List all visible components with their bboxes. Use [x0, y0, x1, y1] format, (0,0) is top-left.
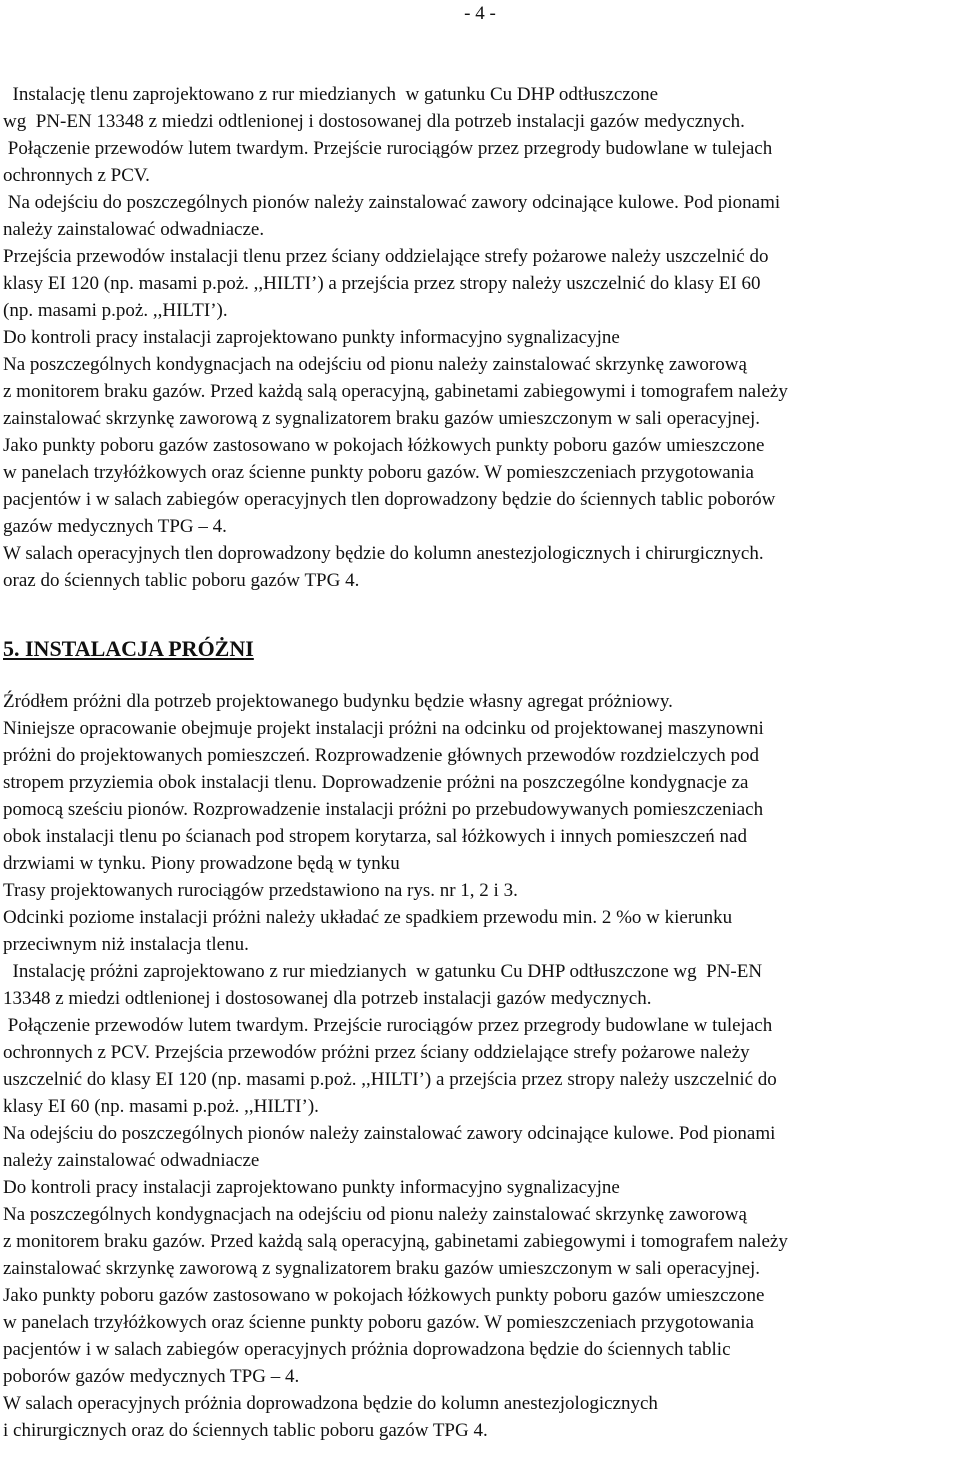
text-line: poborów gazów medycznych TPG – 4.	[3, 1366, 300, 1387]
text-line: Źródłem próżni dla potrzeb projektowanego budynku będzie własny agregat próżniowy.	[3, 691, 673, 712]
text-line: stropem przyziemia obok instalacji tlenu. Doprowadzenie próżni na poszczególne kondygnacje za	[3, 772, 749, 793]
text-line: w panelach trzyłóżkowych oraz ścienne punkty poboru gazów. W pomieszczeniach przygotowania	[3, 462, 754, 483]
text-line: Połączenie przewodów lutem twardym. Przejście rurociągów przez przegrody budowlane w tulejach	[3, 1015, 773, 1036]
text-line: Instalację tlenu zaprojektowano z rur miedzianych w gatunku Cu DHP odtłuszczone	[3, 84, 659, 105]
text-line: Na poszczególnych kondygnacjach na odejściu od pionu należy zainstalować skrzynkę zaworową	[3, 1204, 747, 1225]
text-line: Na odejściu do poszczególnych pionów należy zainstalować zawory odcinające kulowe. Pod pionami	[3, 192, 781, 213]
text-line: zainstalować skrzynkę zaworową z sygnalizatorem braku gazów umieszczonym w sali operacyjnej.	[3, 408, 761, 429]
text-line: Przejścia przewodów instalacji tlenu przez ściany oddzielające strefy pożarowe należy uszczelnić do	[3, 246, 769, 267]
text-line: należy zainstalować odwadniacze.	[3, 219, 265, 240]
text-line: Połączenie przewodów lutem twardym. Przejście rurociągów przez przegrody budowlane w tulejach	[3, 138, 773, 159]
text-line: wg PN-EN 13348 z miedzi odtlenionej i dostosowanej dla potrzeb instalacji gazów medycznych.	[3, 111, 745, 132]
text-line: Jako punkty poboru gazów zastosowano w pokojach łóżkowych punkty poboru gazów umieszczone	[3, 1285, 765, 1306]
text-line: Jako punkty poboru gazów zastosowano w pokojach łóżkowych punkty poboru gazów umieszczone	[3, 435, 765, 456]
text-line: Na poszczególnych kondygnacjach na odejściu od pionu należy zainstalować skrzynkę zaworową	[3, 354, 747, 375]
text-line: Do kontroli pracy instalacji zaprojektowano punkty informacyjno sygnalizacyjne	[3, 1177, 620, 1198]
text-line: ochronnych z PCV. Przejścia przewodów próżni przez ściany oddzielające strefy pożarowe należy	[3, 1042, 750, 1063]
text-line: obok instalacji tlenu po ścianach pod stropem korytarza, sal łóżkowych i innych pomieszczeń nad	[3, 826, 747, 847]
text-line: oraz do ściennych tablic poboru gazów TPG 4.	[3, 570, 360, 591]
text-line: drzwiami w tynku. Piony prowadzone będą w tynku	[3, 853, 400, 874]
text-line: W salach operacyjnych próżnia doprowadzona będzie do kolumn anestezjologicznych	[3, 1393, 658, 1414]
text-line: należy zainstalować odwadniacze	[3, 1150, 260, 1171]
page-number: - 4 -	[464, 3, 496, 24]
text-line: Instalację próżni zaprojektowano z rur miedzianych w gatunku Cu DHP odtłuszczone wg PN-EN	[3, 961, 763, 982]
text-line: pacjentów i w salach zabiegów operacyjnych próżnia doprowadzona będzie do ściennych tablic	[3, 1339, 731, 1360]
vacuum-installation-section	[3, 688, 788, 1444]
text-line: próżni do projektowanych pomieszczeń. Rozprowadzenie głównych przewodów rozdzielczych pod	[3, 745, 760, 766]
text-line: przeciwnym niż instalacja tlenu.	[3, 934, 249, 955]
text-line: klasy EI 60 (np. masami p.poż. ,,HILTI’).	[3, 1096, 319, 1117]
text-line: W salach operacyjnych tlen doprowadzony będzie do kolumn anestezjologicznych i chirurgicznych.	[3, 543, 764, 564]
text-line: pacjentów i w salach zabiegów operacyjnych tlen doprowadzony będzie do ściennych tablic poborów	[3, 489, 776, 510]
oxygen-installation-section	[3, 81, 788, 594]
text-line: Na odejściu do poszczególnych pionów należy zainstalować zawory odcinające kulowe. Pod pionami	[3, 1123, 776, 1144]
text-line: klasy EI 120 (np. masami p.poż. ,,HILTI’) a przejścia przez stropy należy uszczelnić do klasy EI 60	[3, 273, 761, 294]
text-line: ochronnych z PCV.	[3, 165, 150, 186]
text-line: pomocą sześciu pionów. Rozprowadzenie instalacji próżni po przebudowywanych pomieszczeniach	[3, 799, 764, 820]
text-line: 13348 z miedzi odtlenionej i dostosowanej dla potrzeb instalacji gazów medycznych.	[3, 988, 652, 1009]
text-line: gazów medycznych TPG – 4.	[3, 516, 227, 537]
text-line: z monitorem braku gazów. Przed każdą salą operacyjną, gabinetami zabiegowymi i tomografem należy	[3, 381, 788, 402]
text-line: i chirurgicznych oraz do ściennych tablic poboru gazów TPG 4.	[3, 1420, 488, 1441]
text-line: Odcinki poziome instalacji próżni należy układać ze spadkiem przewodu min. 2 %o w kierunku	[3, 907, 733, 928]
section-heading-vacuum-installation: 5. INSTALACJA PRÓŻNI	[3, 636, 254, 661]
text-line: Niniejsze opracowanie obejmuje projekt instalacji próżni na odcinku od projektowanej maszynowni	[3, 718, 764, 739]
text-line: z monitorem braku gazów. Przed każdą salą operacyjną, gabinetami zabiegowymi i tomografem należy	[3, 1231, 788, 1252]
text-line: zainstalować skrzynkę zaworową z sygnalizatorem braku gazów umieszczonym w sali operacyjnej.	[3, 1258, 761, 1279]
text-line: w panelach trzyłóżkowych oraz ścienne punkty poboru gazów. W pomieszczeniach przygotowania	[3, 1312, 754, 1333]
text-line: Trasy projektowanych rurociągów przedstawiono na rys. nr 1, 2 i 3.	[3, 880, 518, 901]
text-line: uszczelnić do klasy EI 120 (np. masami p.poż. ,,HILTI’) a przejścia przez stropy należy uszczelnić do	[3, 1069, 777, 1090]
text-line: (np. masami p.poż. ,,HILTI’).	[3, 300, 228, 321]
text-line: Do kontroli pracy instalacji zaprojektowano punkty informacyjno sygnalizacyjne	[3, 327, 620, 348]
